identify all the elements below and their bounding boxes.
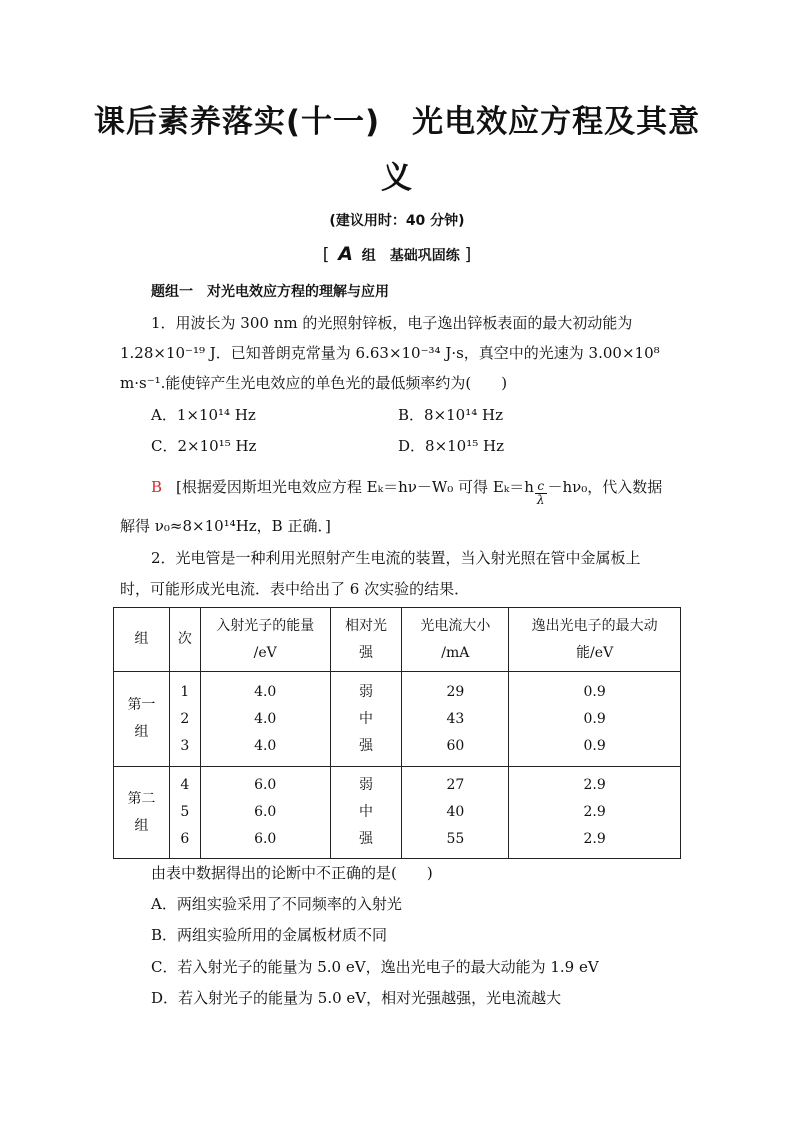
header-group: 组 [114, 608, 170, 672]
left-bracket: [ [322, 245, 330, 265]
group-letter: A [338, 243, 353, 265]
header-current: 光电流大小 /mA [402, 608, 509, 672]
run-cell: 1 2 3 [169, 672, 200, 767]
table-header-row [114, 608, 681, 672]
q1-stem-line3: m·s⁻¹.能使锌产生光电效应的单色光的最低频率约为( ) [120, 374, 508, 392]
q1-answer-part1: [根据爱因斯坦光电效应方程 Eₖ＝hν－W₀ 可得 Eₖ＝h [176, 478, 534, 496]
group-name-cell: 第一 组 [114, 672, 170, 767]
current-cell: 27 40 55 [402, 767, 509, 859]
group-label: 组 基础巩固练 [361, 248, 460, 264]
header-intensity: 相对光 强 [330, 608, 402, 672]
q1-option-d: D．8×10¹⁵ Hz [398, 437, 505, 455]
q1-option-b: B．8×10¹⁴ Hz [398, 406, 504, 424]
group-a-header [0, 243, 794, 265]
group-name-cell: 第二 组 [114, 767, 170, 859]
table-row [114, 672, 681, 767]
q2-stem-line2: 时，可能形成光电流．表中给出了 6 次实验的结果． [120, 580, 470, 598]
table-row [114, 767, 681, 859]
run-cell: 4 5 6 [169, 767, 200, 859]
q2-option-d: D．若入射光子的能量为 5.0 eV，相对光强越强，光电流越大 [151, 989, 562, 1007]
q1-option-c: C．2×10¹⁵ Hz [151, 437, 257, 455]
c-over-lambda-fraction [535, 480, 547, 507]
right-bracket: ] [464, 245, 472, 265]
intensity-cell: 弱 中 强 [330, 767, 402, 859]
header-max-ke: 逸出光电子的最大动 能/eV [509, 608, 681, 672]
q1-option-a: A．1×10¹⁴ Hz [151, 406, 256, 424]
q2-stem-line1: 2．光电管是一种利用光照射产生电流的装置，当入射光照在管中金属板上 [151, 549, 641, 567]
fraction-denominator: λ [536, 493, 545, 507]
energy-cell: 6.0 6.0 6.0 [200, 767, 330, 859]
q2-option-c: C．若入射光子的能量为 5.0 eV，逸出光电子的最大动能为 1.9 eV [151, 958, 599, 976]
q1-answer-line1 [151, 476, 662, 507]
header-photon-energy: 入射光子的能量 /eV [200, 608, 330, 672]
current-cell: 29 43 60 [402, 672, 509, 767]
q1-answer-key: B [151, 478, 163, 496]
suggested-time: (建议用时：40 分钟) [329, 213, 465, 229]
q1-stem-line1: 1．用波长为 300 nm 的光照射锌板，电子逸出锌板表面的最大初动能为 [151, 314, 633, 332]
q2-option-b: B．两组实验所用的金属板材质不同 [151, 926, 388, 944]
energy-cell: 4.0 4.0 4.0 [200, 672, 330, 767]
page-title-line1: 课后素养落实(十一) 光电效应方程及其意 [93, 104, 701, 140]
q2-question-stem: 由表中数据得出的论断中不正确的是( ) [151, 864, 433, 882]
fraction-numerator: c [537, 479, 545, 493]
q1-answer-line2: 解得 ν₀≈8×10¹⁴Hz，B 正确．] [120, 517, 331, 535]
intensity-cell: 弱 中 强 [330, 672, 402, 767]
topic-heading: 题组一 对光电效应方程的理解与应用 [151, 284, 389, 300]
header-run: 次 [169, 608, 200, 672]
page-title-line2: 义 [381, 160, 413, 196]
q2-option-a: A．两组实验采用了不同频率的入射光 [151, 895, 402, 913]
ke-cell: 0.9 0.9 0.9 [509, 672, 681, 767]
experiment-results-table [113, 607, 681, 859]
q1-answer-part2: －hν₀，代入数据 [547, 478, 663, 496]
ke-cell: 2.9 2.9 2.9 [509, 767, 681, 859]
q1-stem-line2: 1.28×10⁻¹⁹ J．已知普朗克常量为 6.63×10⁻³⁴ J·s，真空中的光速为 3.00×10⁸ [120, 344, 660, 362]
